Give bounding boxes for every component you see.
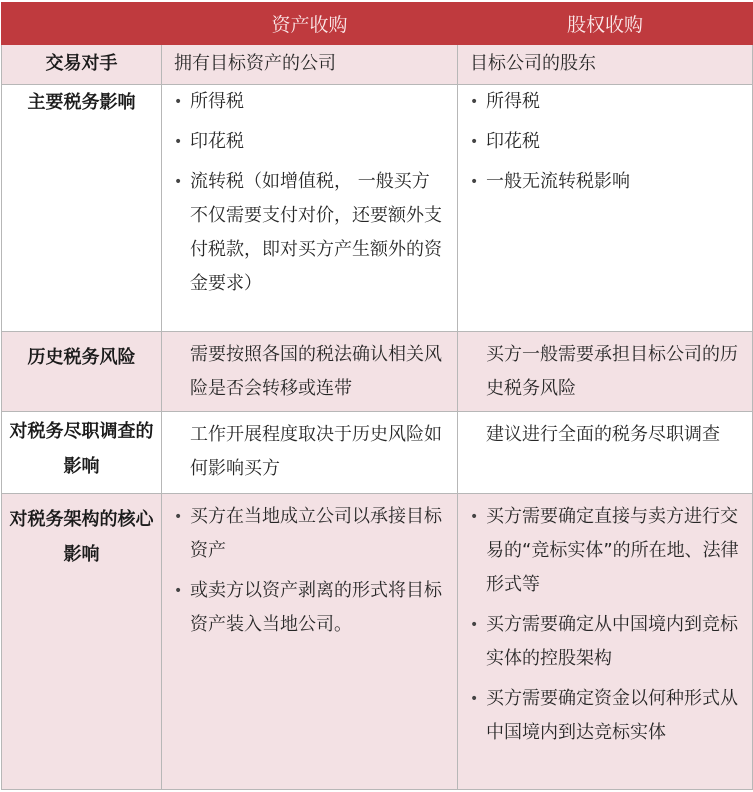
cell-asset-due-diligence: 工作开展程度取决于历史风险如何影响买方 [162, 412, 458, 494]
row-structure [2, 494, 753, 790]
list-item: • 一般无流转税影响 [470, 165, 742, 199]
row-label-due-diligence: 对税务尽职调查的影响 [2, 412, 162, 494]
equity-tax-list [470, 85, 742, 199]
header-asset-acquisition: 资产收购 [162, 3, 458, 45]
row-label-structure: 对税务架构的核心影响 [2, 494, 162, 790]
header-equity-acquisition: 股权收购 [458, 3, 753, 45]
row-due-diligence [2, 412, 753, 494]
list-item: • 印花税 [174, 125, 447, 159]
row-label-tax-impact: 主要税务影响 [2, 85, 162, 332]
cell-asset-counterparty: 拥有目标资产的公司 [162, 45, 458, 85]
list-item: • 所得税 [470, 85, 742, 119]
row-counterparty [2, 45, 753, 85]
list-item: • 买方需要确定资金以何种形式从中国境内到达竞标实体 [470, 682, 742, 750]
comparison-table [1, 2, 753, 790]
row-historical-risk [2, 332, 753, 412]
cell-equity-due-diligence: 建议进行全面的税务尽职调查 [458, 412, 753, 494]
list-item: • 买方需要确定直接与卖方进行交易的“竞标实体”的所在地、法律形式等 [470, 500, 742, 602]
list-item: • 买方在当地成立公司以承接目标资产 [174, 500, 447, 568]
list-item: • 买方需要确定从中国境内到竞标实体的控股架构 [470, 608, 742, 676]
list-item: • 流转税（如增值税， 一般买方不仅需要支付对价，还要额外支付税款，即对买方产生额外的资金要求） [174, 165, 447, 301]
cell-asset-structure [162, 494, 458, 790]
header-row [2, 3, 753, 45]
cell-asset-historical-risk: 需要按照各国的税法确认相关风险是否会转移或连带 [162, 332, 458, 412]
cell-asset-tax-impact [162, 85, 458, 332]
cell-equity-structure [458, 494, 753, 790]
header-corner-cell [2, 3, 162, 45]
list-item: • 所得税 [174, 85, 447, 119]
cell-equity-counterparty: 目标公司的股东 [458, 45, 753, 85]
row-label-counterparty: 交易对手 [2, 45, 162, 85]
list-item: • 印花税 [470, 125, 742, 159]
cell-equity-tax-impact [458, 85, 753, 332]
row-label-historical-risk: 历史税务风险 [2, 332, 162, 412]
asset-tax-list [174, 85, 447, 301]
list-item: • 或卖方以资产剥离的形式将目标资产装入当地公司。 [174, 574, 447, 642]
row-tax-impact [2, 85, 753, 332]
cell-equity-historical-risk: 买方一般需要承担目标公司的历史税务风险 [458, 332, 753, 412]
equity-structure-list [470, 500, 742, 750]
asset-structure-list [174, 500, 447, 642]
